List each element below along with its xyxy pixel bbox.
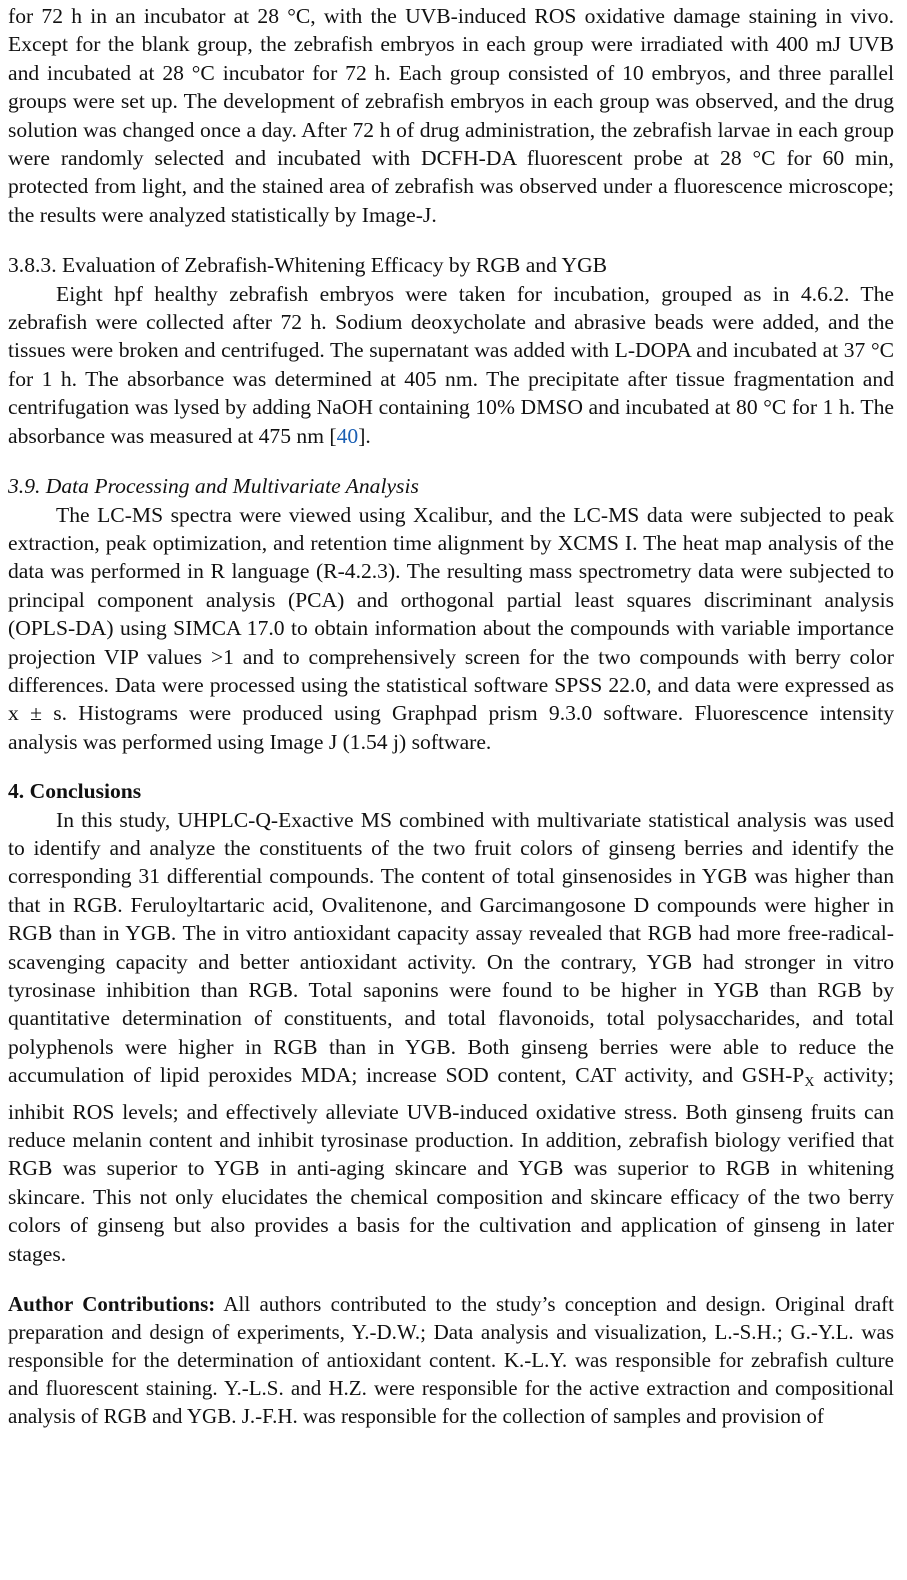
- subscript-x: X: [804, 1075, 815, 1091]
- paragraph-conclusions: [8, 806, 894, 1269]
- paragraph-text-end: ].: [358, 423, 371, 448]
- spacer: [8, 229, 894, 251]
- section-heading-3-8-3: 3.8.3. Evaluation of Zebrafish-Whitening Efficacy by RGB and YGB: [8, 253, 608, 278]
- conclusions-text-a: In this study, UHPLC-Q-Exactive MS combined with multivariate statistical analysis was used to identify and analyze the constituents of the two fruit colors of ginseng berries and identify the corresponding 31 differential compounds. The content of total ginsenosides in YGB was higher than that in RGB. Feruloyltartaric acid, Ovalitenone, and Garcimangosone D compounds were higher in RGB than in YGB. The in vitro antioxidant capacity assay revealed that RGB had more free-radical-scavenging capacity and better antioxidant activity. On the contrary, YGB had stronger in vitro tyrosinase inhibition than RGB. Total saponins were found to be higher in YGB than RGB by quantitative determination of constituents, and total flavonoids, total polysaccharides, and total polyphenols were higher in RGB than in YGB. Both ginseng berries were able to reduce the accumulation of lipid peroxides MDA; increase SOD content, CAT activity, and GSH-P: [8, 807, 894, 1088]
- citation-link[interactable]: 40: [336, 423, 359, 448]
- section-heading-conclusions: 4. Conclusions: [8, 779, 142, 804]
- spacer: [8, 1268, 894, 1290]
- spacer: [8, 450, 894, 472]
- paragraph-data-processing: The LC-MS spectra were viewed using Xcalibur, and the LC-MS data were subjected to peak extraction, peak optimization, and retention time alignment by XCMS I. The heat map analysis of the data was performed in R language (R-4.2.3). The resulting mass spectrometry data were subjected to principal component analysis (PCA) and orthogonal partial least squares discriminant analysis (OPLS-DA) using SIMCA 17.0 to obtain information about the compounds with variable importance projection VIP values >1 and to comprehensively screen for the two compounds with berry color differences. Data were processed using the statistical software SPSS 22.0, and data were expressed as x ± s. Histograms were produced using Graphpad prism 9.3.0 software. Fluorescence intensity analysis was performed using Image J (1.54 j) software.: [8, 502, 894, 754]
- author-contributions-label: Author Contributions:: [8, 1292, 216, 1317]
- paragraph-text: Eight hpf healthy zebrafish embryos were taken for incubation, grouped as in 4.6.2. The zebrafish were collected after 72 h. Sodium deoxycholate and abrasive beads were added, and the tissues were broken and centrifuged. The supernatant was added with L-DOPA and incubated at 37 °C for 1 h. The absorbance was determined at 405 nm. The precipitate after tissue fragmentation and centrifugation was lysed by adding NaOH containing 10% DMSO and incubated at 80 °C for 1 h. The absorbance was measured at 475 nm [: [8, 281, 894, 448]
- paragraph-author-contributions: [8, 1290, 894, 1430]
- paragraph-ros-staining: for 72 h in an incubator at 28 °C, with the UVB-induced ROS oxidative damage staining in vivo. Except for the blank group, the zebrafish embryos in each group were irradiated with 400 mJ UVB and incubated at 28 °C incubator for 72 h. Each group consisted of 10 embryos, and three parallel groups were set up. The development of zebrafish embryos in each group was observed, and the drug solution was changed once a day. After 72 h of drug administration, the zebrafish larvae in each group were randomly selected and incubated with DCFH-DA fluorescent probe at 28 °C for 60 min, protected from light, and the stained area of zebrafish was observed under a fluorescence microscope; the results were analyzed statistically by Image-J.: [8, 4, 894, 227]
- paragraph-whitening-efficacy: [8, 280, 894, 450]
- author-contributions-text: All authors contributed to the study’s conception and design. Original draft preparation and design of experiments, Y.-D.W.; Data analysis and visualization, L.-S.H.; G.-Y.L. was responsible for the determination of antioxidant content. K.-L.Y. was responsible for zebrafish culture and fluorescent staining. Y.-L.S. and H.Z. were responsible for the active extraction and compositional analysis of RGB and YGB. J.-F.H. was responsible for the collection of samples and provision of: [8, 1292, 895, 1429]
- spacer: [8, 756, 894, 777]
- document-page: [8, 2, 894, 1430]
- section-heading-3-9: 3.9. Data Processing and Multivariate Analysis: [8, 474, 419, 499]
- conclusions-text-b: activity; inhibit ROS levels; and effectively alleviate UVB-induced oxidative stress. Both ginseng fruits can reduce melanin content and inhibit tyrosinase production. In addition, zebrafish biology verified that RGB was superior to YGB in anti-aging skincare and YGB was superior to RGB in whitening skincare. This not only elucidates the chemical composition and skincare efficacy of the two berry colors of ginseng but also provides a basis for the cultivation and application of ginseng in later stages.: [8, 1063, 894, 1266]
